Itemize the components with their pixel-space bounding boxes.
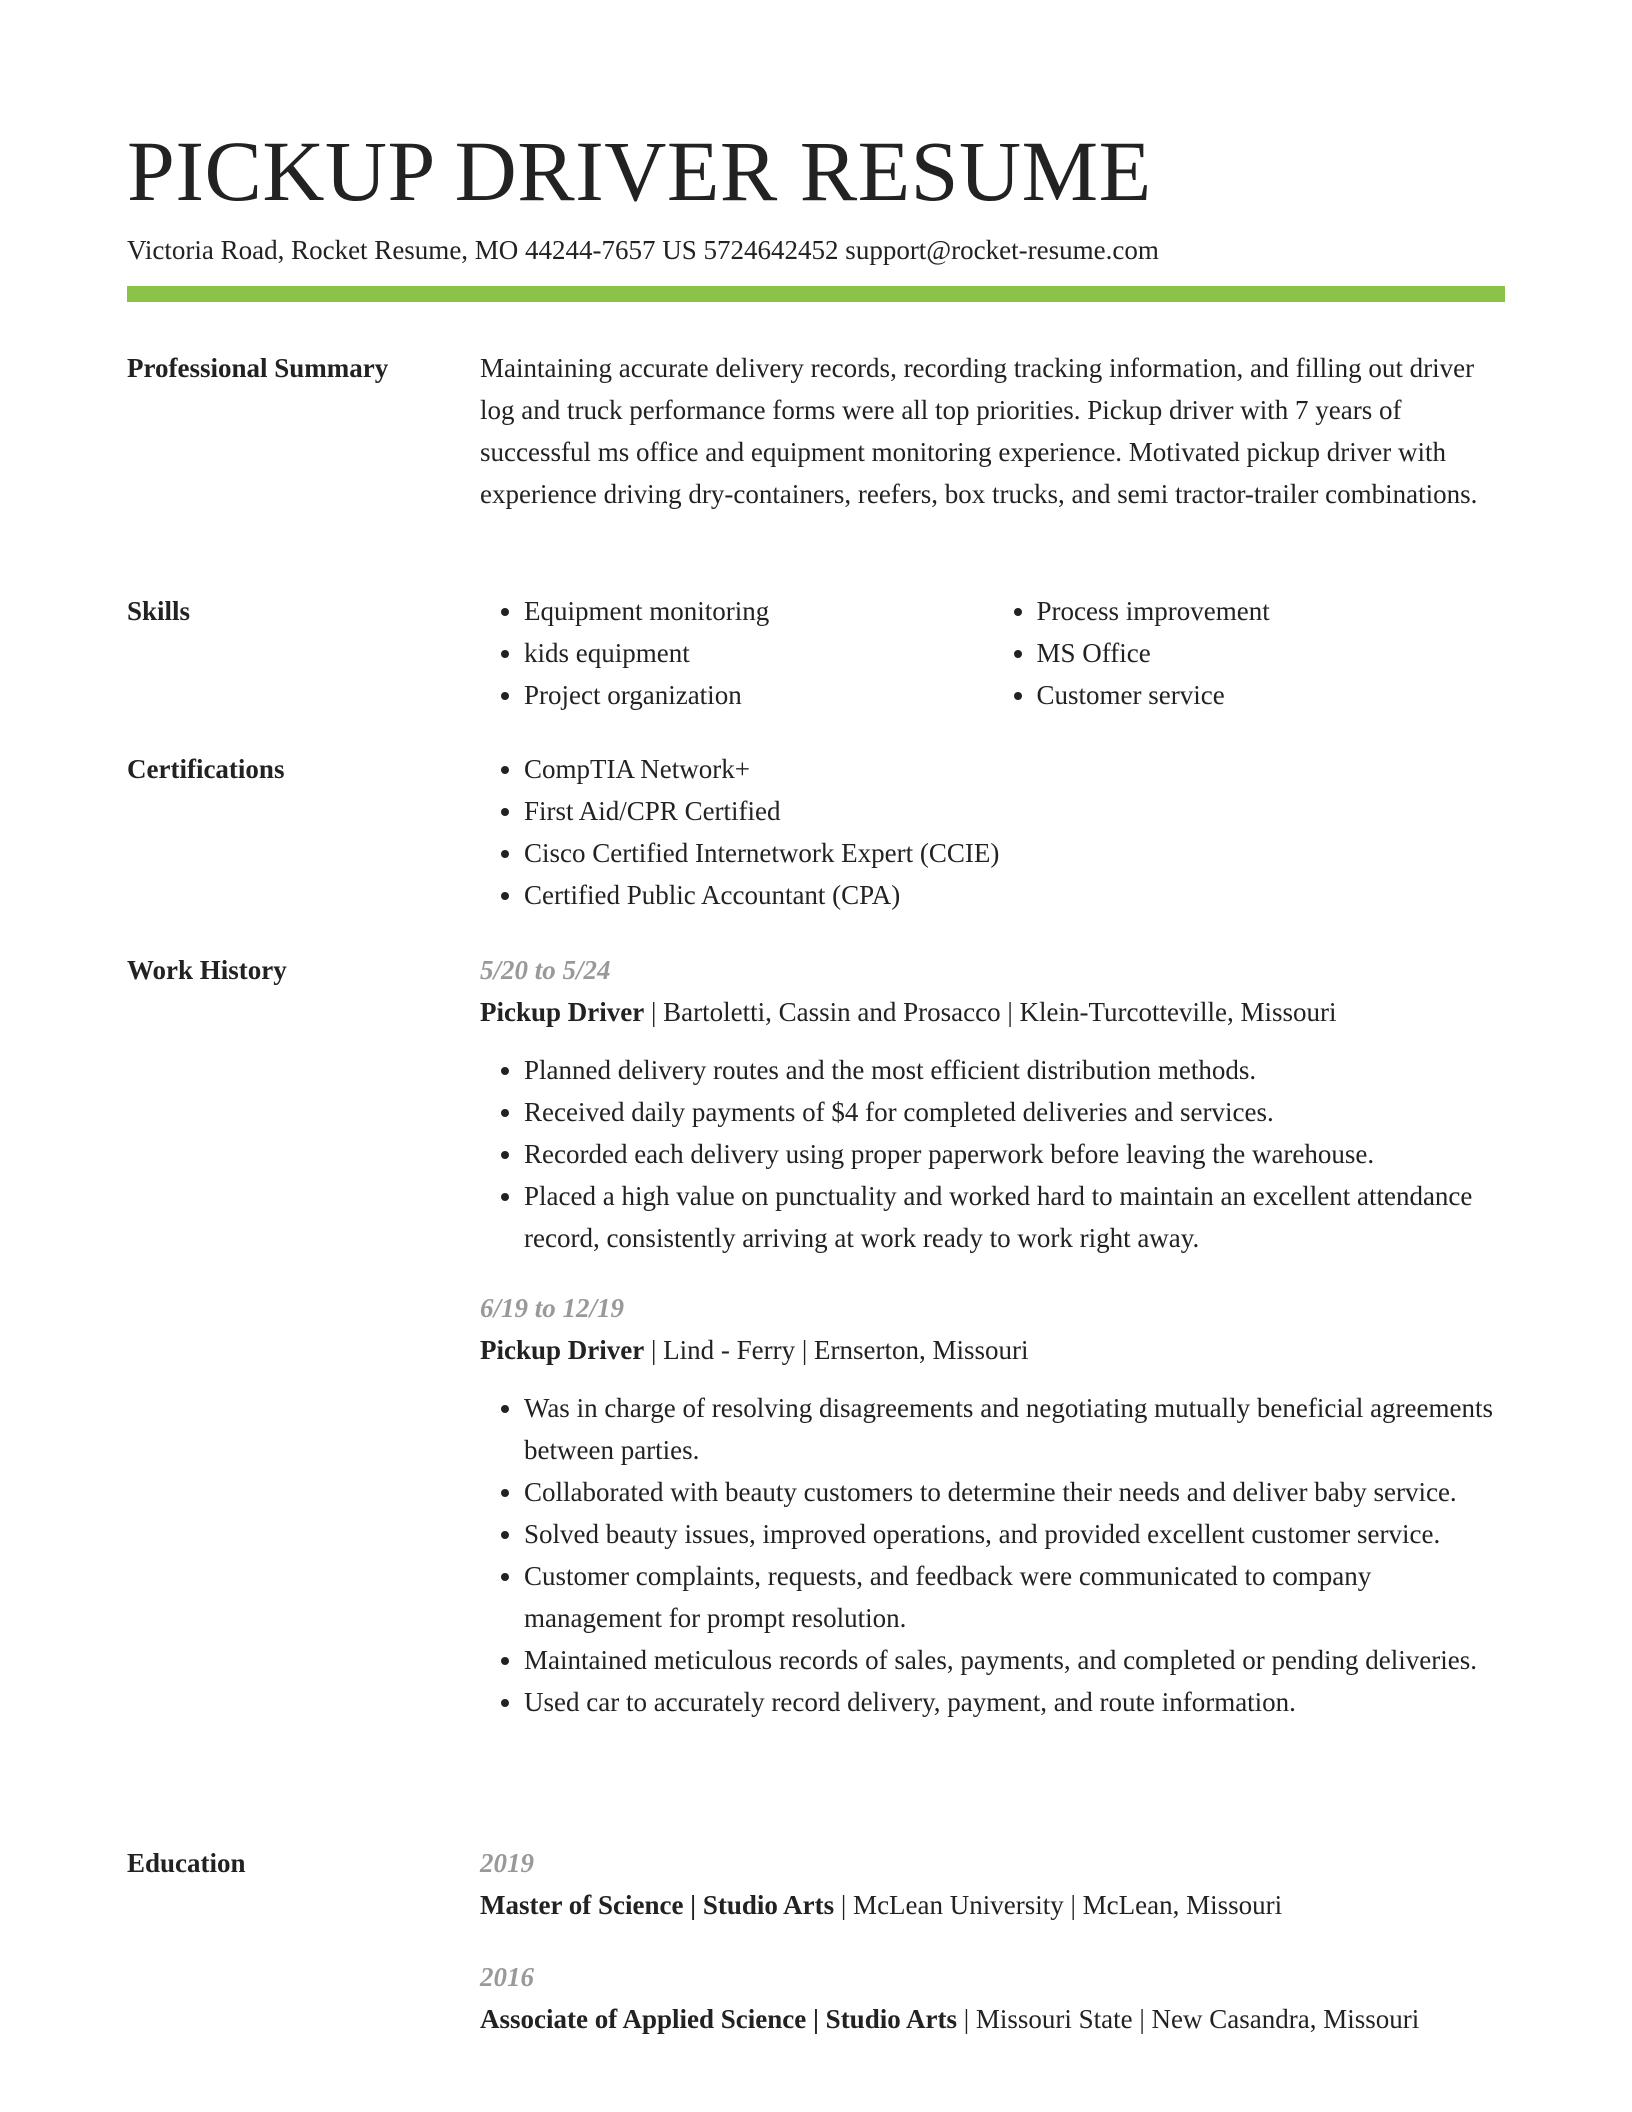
skills-label: Skills [127, 596, 191, 626]
skills-body [480, 590, 1505, 716]
contact-info: Victoria Road, Rocket Resume, MO 44244-7657 US 5724642452 support@rocket-resume.com [127, 235, 1159, 265]
skills-grid [480, 590, 1505, 716]
job-bullets [480, 1049, 1505, 1259]
list-item: • Customer service [1037, 674, 1506, 716]
job-bullets [480, 1387, 1505, 1723]
summary-label: Professional Summary [127, 353, 389, 383]
list-item: • Project organization [524, 674, 993, 716]
list-item: • First Aid/CPR Certified [524, 790, 1505, 832]
job-dates: 6/19 to 12/19 [480, 1293, 625, 1323]
list-item: • Cisco Certified Internetwork Expert (CCIE) [524, 832, 1505, 874]
work-history-body [480, 949, 1505, 1751]
education-line [480, 1998, 1505, 2040]
resume-title: PICKUP DRIVER RESUME [127, 123, 1152, 219]
education-body [480, 1842, 1505, 2070]
education-label: Education [127, 1848, 246, 1878]
list-item: • Planned delivery routes and the most efficient distribution methods. [524, 1049, 1505, 1091]
list-item: • Placed a high value on punctuality and worked hard to maintain an excellent attendance record, consistently arriving at work ready to work right away. [524, 1175, 1505, 1259]
summary-text: Maintaining accurate delivery records, recording tracking information, and filling out driver log and truck performance forms were all top priorities. Pickup driver with 7 years of successful ms office and equipment monitoring experience. Motivated pickup driver with experience driving dry-containers, reefers, box trucks, and semi tractor-trailer combinations. [480, 353, 1478, 509]
certifications-body [480, 748, 1505, 916]
summary-body [480, 347, 1505, 515]
list-item: • Equipment monitoring [524, 590, 993, 632]
list-item: • Maintained meticulous records of sales, payments, and completed or pending deliveries. [524, 1639, 1505, 1681]
job-title: Pickup Driver [480, 1335, 645, 1365]
list-item: • Solved beauty issues, improved operations, and provided excellent customer service. [524, 1513, 1505, 1555]
education-degree: Associate of Applied Science | Studio Arts [480, 2004, 957, 2034]
list-item: • Received daily payments of $4 for completed deliveries and services. [524, 1091, 1505, 1133]
certifications-label: Certifications [127, 754, 285, 784]
work-history-label: Work History [127, 955, 287, 985]
job-role-line [480, 1329, 1505, 1371]
education-line [480, 1884, 1505, 1926]
list-item: • Process improvement [1037, 590, 1506, 632]
job-dates: 5/20 to 5/24 [480, 955, 611, 985]
list-item: • Certified Public Accountant (CPA) [524, 874, 1505, 916]
list-item: • Customer complaints, requests, and feedback were communicated to company management for prompt resolution. [524, 1555, 1505, 1639]
job-role-line [480, 991, 1505, 1033]
education-entry [480, 1842, 1505, 1926]
skills-column-1 [480, 590, 993, 716]
education-school-location: | McLean University | McLean, Missouri [834, 1890, 1283, 1920]
certifications-list [480, 748, 1505, 916]
education-year: 2016 [480, 1962, 534, 1992]
list-item: • Was in charge of resolving disagreements and negotiating mutually beneficial agreements between parties. [524, 1387, 1505, 1471]
education-entry [480, 1956, 1505, 2040]
list-item: • kids equipment [524, 632, 993, 674]
accent-divider [127, 286, 1505, 302]
job-entry [480, 949, 1505, 1259]
list-item: • MS Office [1037, 632, 1506, 674]
list-item: • Collaborated with beauty customers to determine their needs and deliver baby service. [524, 1471, 1505, 1513]
job-entry [480, 1287, 1505, 1723]
education-degree: Master of Science | Studio Arts [480, 1890, 835, 1920]
list-item: • Recorded each delivery using proper paperwork before leaving the warehouse. [524, 1133, 1505, 1175]
list-item: • Used car to accurately record delivery, payment, and route information. [524, 1681, 1505, 1723]
job-title: Pickup Driver [480, 997, 645, 1027]
list-item: • CompTIA Network+ [524, 748, 1505, 790]
education-school-location: | Missouri State | New Casandra, Missouri [956, 2004, 1420, 2034]
job-company-location: | Bartoletti, Cassin and Prosacco | Klein-Turcotteville, Missouri [644, 997, 1337, 1027]
job-company-location: | Lind - Ferry | Ernserton, Missouri [644, 1335, 1029, 1365]
skills-column-2 [993, 590, 1506, 716]
education-year: 2019 [480, 1848, 534, 1878]
